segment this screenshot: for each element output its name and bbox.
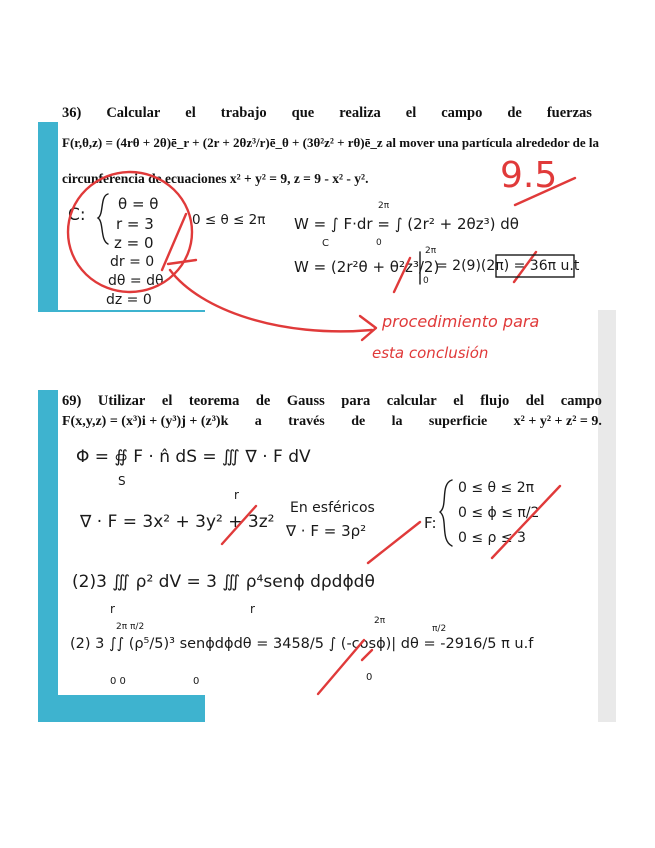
word: realiza: [339, 105, 381, 121]
step-2-top-limits: 2π π/2: [116, 622, 145, 632]
range-rho: 0 ≤ ρ ≤ 3: [458, 530, 526, 546]
sheet-edge-right: [598, 310, 616, 722]
step-1-limit-r: r: [110, 602, 115, 616]
c-label: C:: [68, 205, 86, 225]
word: la: [391, 414, 403, 429]
problem-69-number: 69): [62, 393, 82, 409]
flux-limit-r: r: [234, 488, 239, 502]
limit-top-1: 2π: [378, 201, 390, 211]
word: de: [255, 393, 271, 409]
word: campo: [560, 393, 602, 409]
step-2-bottom-limits: 0 0: [110, 676, 126, 687]
word: de: [351, 414, 366, 429]
annotation-line-1: procedimiento para: [382, 312, 540, 331]
arrow-head: [360, 316, 376, 340]
dz-line: dz = 0: [106, 292, 152, 308]
dr-line: dr = 0: [110, 254, 155, 270]
word: campo: [441, 105, 483, 121]
field-expression: F(x,y,z) = (x³)i + (y³)j + (z³)k: [62, 414, 229, 429]
step-1: (2)3 ∭ ρ² dV = 3 ∭ ρ⁴senϕ dρdϕdθ: [72, 572, 375, 592]
system-line-2: r = 3: [116, 215, 154, 233]
word: teorema: [188, 393, 240, 409]
word: a: [254, 414, 262, 429]
spherical-label: En esféricos: [290, 500, 375, 516]
word: superficie: [428, 414, 488, 429]
word: Utilizar: [97, 393, 146, 409]
word: Gauss: [286, 393, 325, 409]
grade: 9.5: [500, 155, 558, 196]
word: el: [161, 393, 173, 409]
problem-36-number: 36): [62, 105, 82, 121]
dtheta-line: dθ = dθ: [108, 273, 164, 289]
word: del: [525, 393, 545, 409]
divergence-line: ∇ · F = 3x² + 3y² + 3z²: [80, 512, 275, 532]
problem-69-title: [62, 392, 602, 410]
range-theta: 0 ≤ θ ≤ 2π: [458, 480, 535, 496]
range-phi: 0 ≤ ϕ ≤ π/2: [458, 505, 540, 521]
problem-69-field: [62, 413, 602, 431]
flux-limit-s: S: [118, 474, 126, 488]
theta-range: 0 ≤ θ ≤ 2π: [192, 212, 266, 228]
word: flujo: [480, 393, 510, 409]
step-1-limit-r2: r: [250, 602, 255, 616]
word: fuerzas: [546, 105, 592, 121]
work-result-right: = 2(9)(2π) = 36π u.t: [436, 258, 580, 274]
work-result-left: W = (2r²θ + θ²z³/2): [294, 258, 440, 276]
step-2-limit-d: 2π: [374, 616, 386, 626]
f-label: F:: [424, 514, 437, 532]
limit-bot-1: 0: [376, 238, 382, 248]
word: Calcular: [106, 105, 161, 121]
work-integral: W = ∫ F·dr = ∫ (2r² + 2θz³) dθ: [294, 215, 519, 233]
annotation-line-2: esta conclusión: [372, 344, 489, 362]
step-2: (2) 3 ∫∫ (ρ⁵/5)³ senϕdϕdθ = 3458/5 ∫ (-cosϕ)| dθ = -2916/5 π u.f: [70, 636, 534, 652]
word: el: [405, 105, 417, 121]
word: que: [291, 105, 315, 121]
word: trabajo: [220, 105, 267, 121]
system-line-3: z = 0: [114, 234, 154, 252]
limit-bot-2: 0: [423, 276, 429, 286]
word: para: [341, 393, 371, 409]
word: x² + y² + z² = 9.: [513, 414, 602, 429]
limit-top-2: 2π: [425, 246, 437, 256]
flux-equation: Φ = ∯ F · n̂ dS = ∭ ∇ · F dV: [76, 447, 311, 467]
word: el: [453, 393, 464, 409]
problem-36-field: F(r,θ,z) = (4rθ + 2θ)ē_r + (2r + 2θz³/r)ē_θ + (3θ²z² + rθ)ē_z al mover una partícula alrededor de la: [62, 135, 599, 150]
word: calcular: [386, 393, 437, 409]
word: de: [507, 105, 522, 121]
step-2-limit-c: 0: [193, 676, 200, 687]
system-line-1: θ = θ: [118, 195, 159, 213]
word: través: [288, 414, 325, 429]
spherical-divergence: ∇ · F = 3ρ²: [286, 522, 367, 540]
step-2-limit-e: π/2: [432, 624, 447, 634]
step-2-limit-f: 0: [366, 672, 373, 683]
problem-36-circle: circunferencia de ecuaciones x² + y² = 9, z = 9 - x² - y².: [62, 171, 369, 186]
problem-36-title: [62, 104, 592, 122]
word: el: [185, 105, 196, 121]
limit-c: C: [322, 238, 329, 249]
